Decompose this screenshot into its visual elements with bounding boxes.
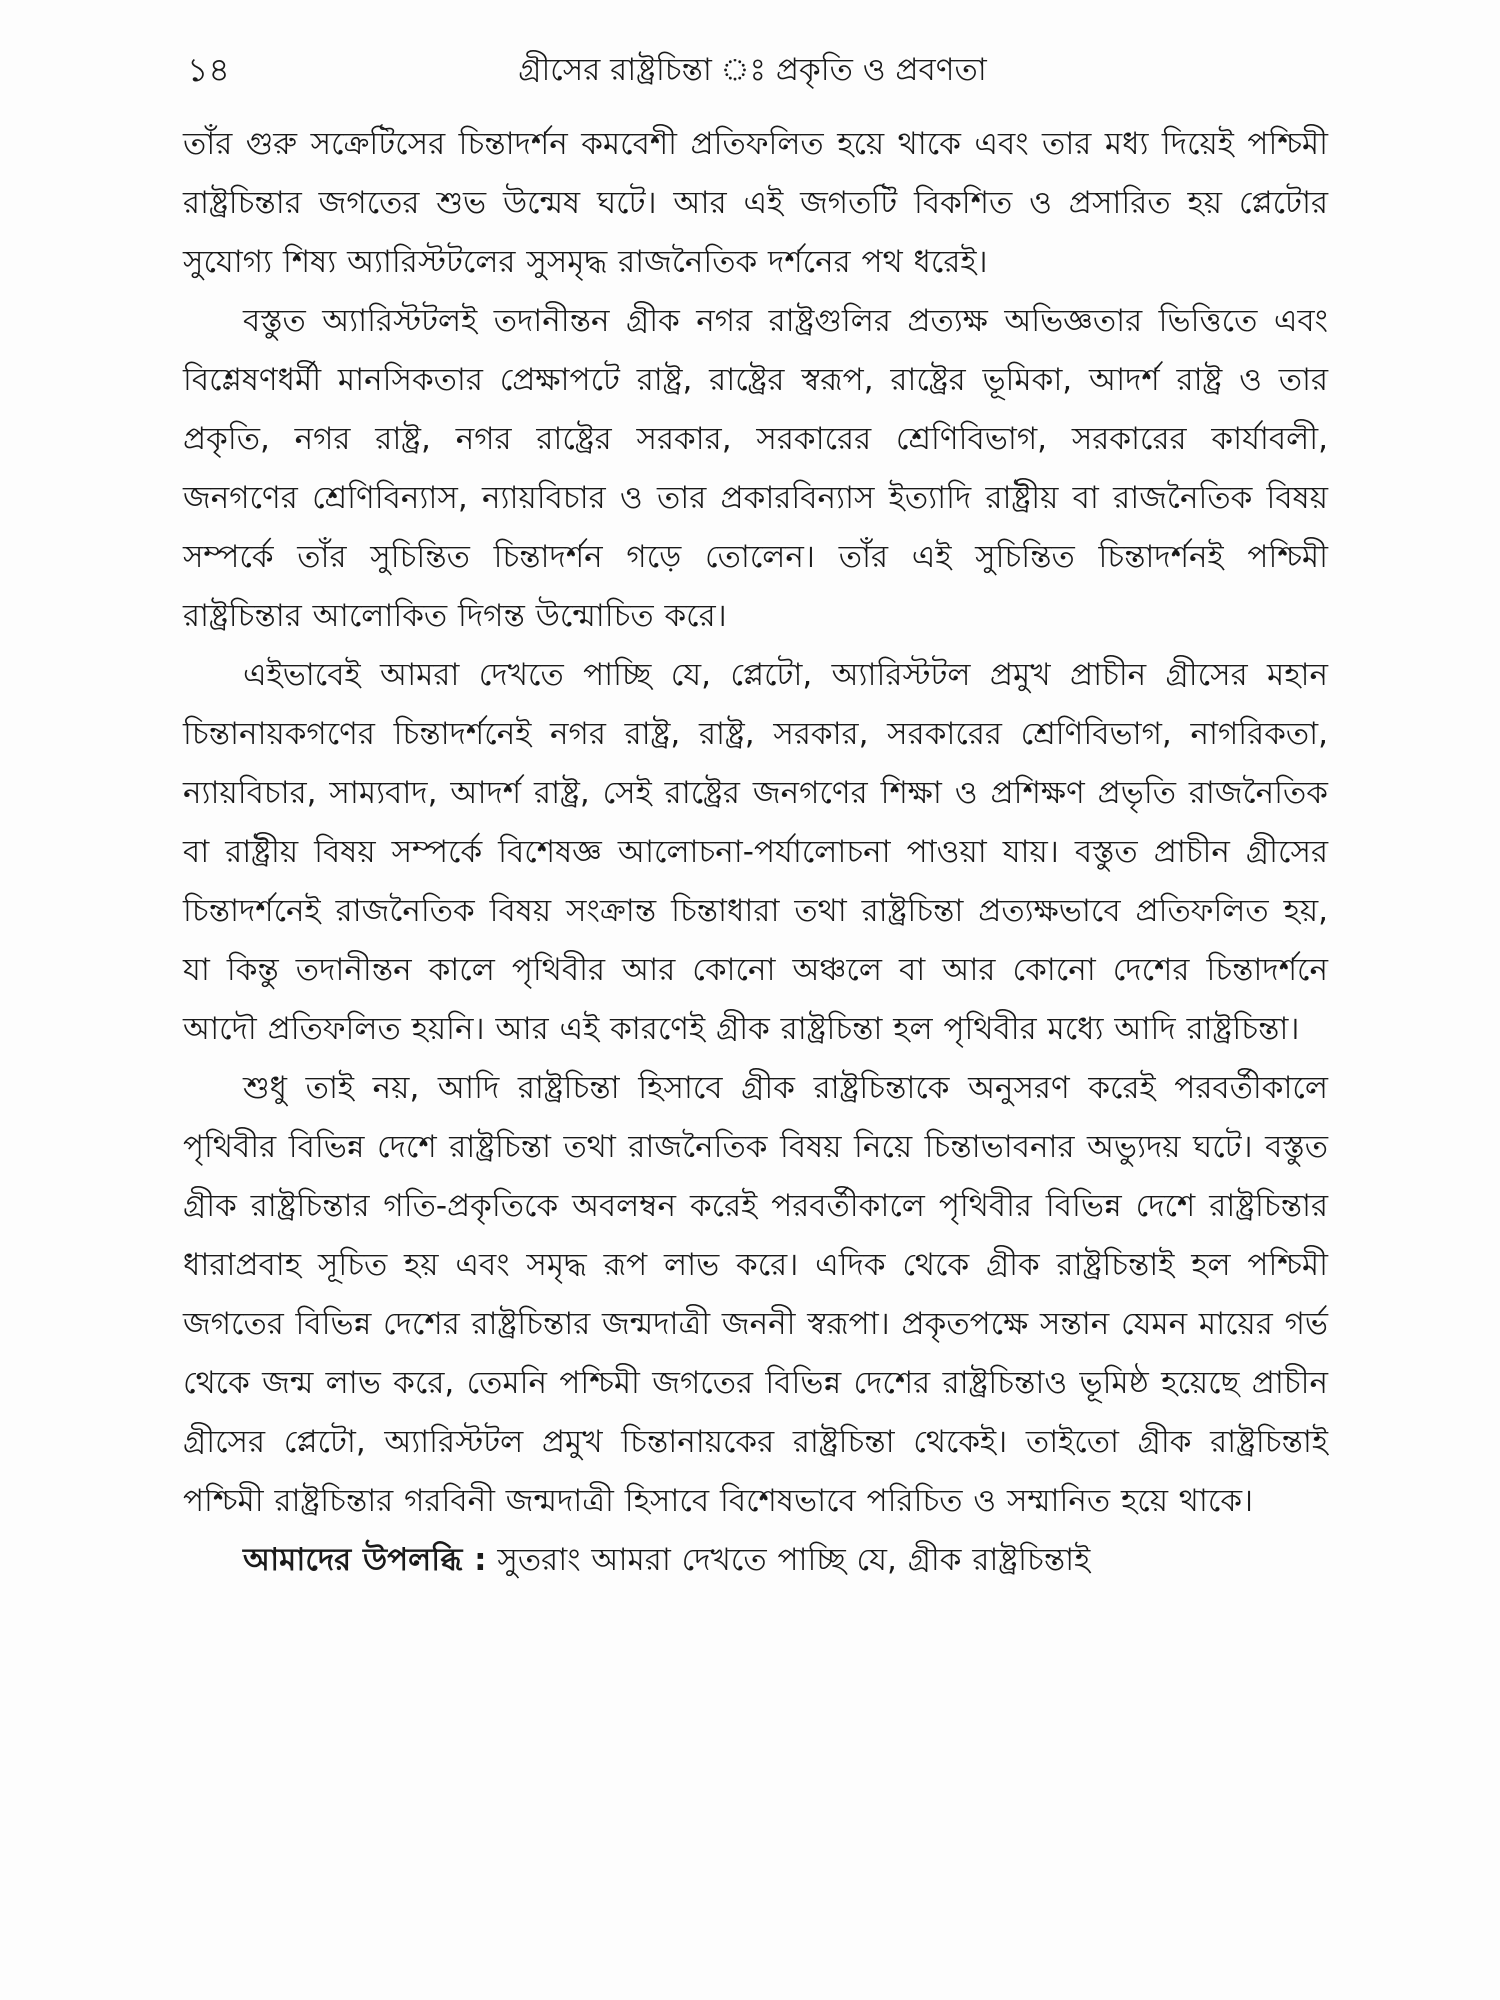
page-header	[175, 42, 1330, 98]
paragraph-5	[183, 1531, 1328, 1590]
paragraph-1: তাঁর গুরু সক্রেটিসের চিন্তাদর্শন কমবেশী প্রতিফলিত হয়ে থাকে এবং তার মধ্য দিয়েই পশ্চিমী রাষ্ট্রচিন্তার জগতের শুভ উন্মেষ ঘটে। আর এই জগতটি বিকশিত ও প্রসারিত হয় প্লেটোর সুযোগ্য শিষ্য অ্যারিস্টটলের সুসমৃদ্ধ রাজনৈতিক দর্শনের পথ ধরেই।	[183, 126, 1328, 280]
paragraph-5-text: সুতরাং আমরা দেখতে পাচ্ছি যে, গ্রীক রাষ্ট্রচিন্তাই	[497, 1542, 1091, 1578]
page-number: ১৪	[187, 50, 230, 89]
paragraph-4: শুধু তাই নয়, আদি রাষ্ট্রচিন্তা হিসাবে গ্রীক রাষ্ট্রচিন্তাকে অনুসরণ করেই পরবর্তীকালে পৃথিবীর বিভিন্ন দেশে রাষ্ট্রচিন্তা তথা রাজনৈতিক বিষয় নিয়ে চিন্তাভাবনার অভ্যুদয় ঘটে। বস্তুত গ্রীক রাষ্ট্রচিন্তার গতি-প্রকৃতিকে অবলম্বন করেই পরবর্তীকালে পৃথিবীর বিভিন্ন দেশে রাষ্ট্রচিন্তার ধারাপ্রবাহ সূচিত হয় এবং সমৃদ্ধ রূপ লাভ করে। এদিক থেকে গ্রীক রাষ্ট্রচিন্তাই হল পশ্চিমী জগতের বিভিন্ন দেশের রাষ্ট্রচিন্তার জন্মদাত্রী জননী স্বরূপা। প্রকৃতপক্ষে সন্তান যেমন মায়ের গর্ভ থেকে জন্ম লাভ করে, তেমনি পশ্চিমী জগতের বিভিন্ন দেশের রাষ্ট্রচিন্তাও ভূমিষ্ঠ হয়েছে প্রাচীন গ্রীসের প্লেটো, অ্যারিস্টটল প্রমুখ চিন্তানায়কের রাষ্ট্রচিন্তা থেকেই। তাইতো গ্রীক রাষ্ট্রচিন্তাই পশ্চিমী রাষ্ট্রচিন্তার গরবিনী জন্মদাত্রী হিসাবে বিশেষভাবে পরিচিত ও সম্মানিত হয়ে থাকে।	[183, 1070, 1328, 1519]
paragraph-2: বস্তুত অ্যারিস্টটলই তদানীন্তন গ্রীক নগর রাষ্ট্রগুলির প্রত্যক্ষ অভিজ্ঞতার ভিত্তিতে এবং বিশ্লেষণধর্মী মানসিকতার প্রেক্ষাপটে রাষ্ট্র, রাষ্ট্রের স্বরূপ, রাষ্ট্রের ভূমিকা, আদর্শ রাষ্ট্র ও তার প্রকৃতি, নগর রাষ্ট্র, নগর রাষ্ট্রের সরকার, সরকারের শ্রেণিবিভাগ, সরকারের কার্যাবলী, জনগণের শ্রেণিবিন্যাস, ন্যায়বিচার ও তার প্রকারবিন্যাস ইত্যাদি রাষ্ট্রীয় বা রাজনৈতিক বিষয় সম্পর্কে তাঁর সুচিন্তিত চিন্তাদর্শন গড়ে তোলেন। তাঁর এই সুচিন্তিত চিন্তাদর্শনই পশ্চিমী রাষ্ট্রচিন্তার আলোকিত দিগন্ত উন্মোচিত করে।	[183, 303, 1328, 634]
body-text	[183, 115, 1328, 1590]
paragraph-3: এইভাবেই আমরা দেখতে পাচ্ছি যে, প্লেটো, অ্যারিস্টটল প্রমুখ প্রাচীন গ্রীসের মহান চিন্তানায়কগণের চিন্তাদর্শনেই নগর রাষ্ট্র, রাষ্ট্র, সরকার, সরকারের শ্রেণিবিভাগ, নাগরিকতা, ন্যায়বিচার, সাম্যবাদ, আদর্শ রাষ্ট্র, সেই রাষ্ট্রের জনগণের শিক্ষা ও প্রশিক্ষণ প্রভৃতি রাজনৈতিক বা রাষ্ট্রীয় বিষয় সম্পর্কে বিশেষজ্ঞ আলোচনা-পর্যালোচনা পাওয়া যায়। বস্তুত প্রাচীন গ্রীসের চিন্তাদর্শনেই রাজনৈতিক বিষয় সংক্রান্ত চিন্তাধারা তথা রাষ্ট্রচিন্তা প্রত্যক্ষভাবে প্রতিফলিত হয়, যা কিন্তু তদানীন্তন কালে পৃথিবীর আর কোনো অঞ্চলে বা আর কোনো দেশের চিন্তাদর্শনে আদৌ প্রতিফলিত হয়নি। আর এই কারণেই গ্রীক রাষ্ট্রচিন্তা হল পৃথিবীর মধ্যে আদি রাষ্ট্রচিন্তা।	[183, 657, 1328, 1047]
running-head: গ্রীসের রাষ্ট্রচিন্তা ঃ প্রকৃতি ও প্রবণতা	[518, 52, 987, 88]
section-lead: আমাদের উপলব্ধি :	[243, 1542, 487, 1578]
